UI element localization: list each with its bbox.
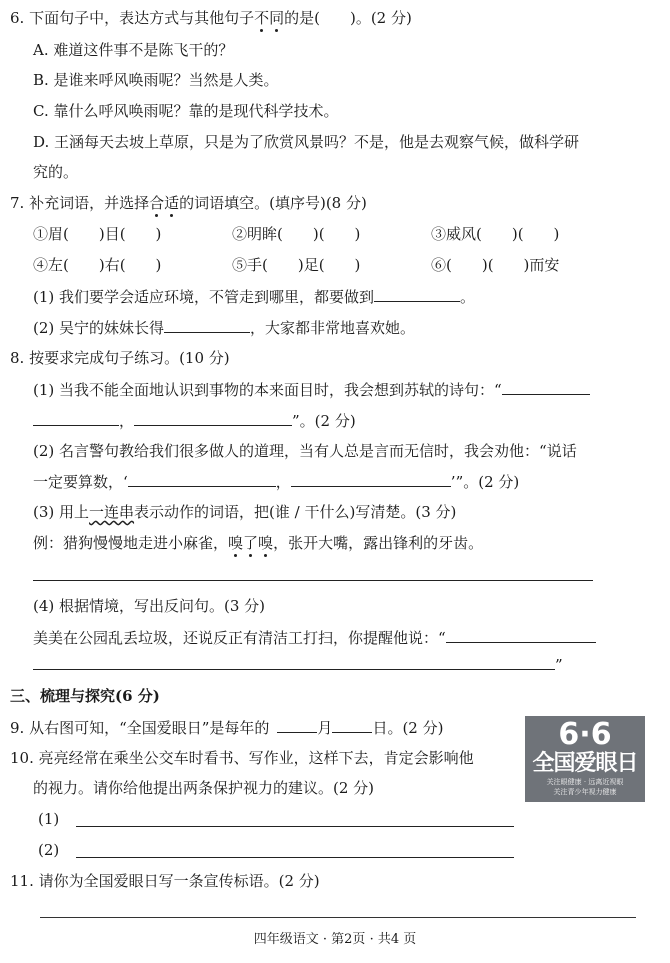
q9-month-blank[interactable] <box>277 717 317 733</box>
q8-p1-blank-c[interactable] <box>134 410 292 426</box>
q8-p4-scene-text: 美美在公园乱丢垃圾，还说反正有清洁工打扫，你提醒他说：“ <box>33 629 446 647</box>
q6-option-d: D. 王涵每天去坡上草原，只是为了欣赏风景吗？不是，他是去观察气候，做科学研 <box>33 133 580 151</box>
q6-stem-text: 6. 下面句子中，表达方式与其他句子 <box>10 9 255 27</box>
q8-p2-end: ’”。(2 分) <box>450 473 520 491</box>
q7-idiom-1: ①眉( )目( ) <box>33 225 162 243</box>
q8-p1-blank-b[interactable] <box>33 410 119 426</box>
q8-p4-line2 <box>33 654 563 675</box>
q9-end: 日。(2 分) <box>372 719 444 737</box>
q7-idiom-6: ⑥( )( )而安 <box>431 256 560 274</box>
q11: 11. 请你为全国爱眼日写一条宣传标语。(2 分) <box>10 872 320 890</box>
q7-sentence-1 <box>33 286 475 307</box>
q7-idiom-2: ②明眸( )( ) <box>232 225 361 243</box>
q7-emphasis-2: 适 <box>164 194 180 212</box>
q8-p2-line1: (2) 名言警句教给我们很多做人的道理，当有人总是言而无信时，我会劝他：“说话 <box>33 442 577 460</box>
q8-p2-blank-b[interactable] <box>291 471 451 487</box>
poster-date: 6·6 <box>558 717 612 752</box>
q8-p3-text: (3) 用上 <box>33 503 90 521</box>
q10-line2: 的视力。请你给他提出两条保护视力的建议。(2 分) <box>33 779 375 797</box>
q10-answer-2-line[interactable] <box>76 857 514 858</box>
q8-p2-sep: ， <box>275 473 291 491</box>
section-3-title: 三、梳理与探究(6 分) <box>10 687 160 705</box>
q9-month-label: 月 <box>317 719 333 737</box>
q6-option-b: B. 是谁来呼风唤雨呢？当然是人类。 <box>33 71 279 89</box>
q8-p4-end: ” <box>555 656 563 674</box>
page-footer: 四年级语文 · 第2页 · 共4 页 <box>253 932 417 947</box>
q8-p3-example <box>33 533 483 553</box>
q6-stem-end: 的是( )。(2 分) <box>284 9 412 27</box>
footer-divider <box>40 917 636 918</box>
poster-subtitle: 关注青少年视力健康 <box>553 788 617 796</box>
q8-p2-line2 <box>33 471 519 492</box>
q8-p4-scene <box>33 627 596 648</box>
q10-line1: 10. 亮亮经常在乘坐公交车时看书、写作业，这样下去，肯定会影响他 <box>10 749 474 767</box>
q6-option-c: C. 靠什么呼风唤雨呢？靠的是现代科学技术。 <box>33 102 339 120</box>
q8-p3-answer-line[interactable] <box>33 580 593 581</box>
q8-p1-end: ”。(2 分) <box>292 412 356 430</box>
q8-p4-blank-b[interactable] <box>33 654 555 670</box>
q8-p1-blank-a[interactable] <box>502 379 590 395</box>
q8-p3-wavy-word: 一连串 <box>89 503 135 521</box>
q8-p4-instruction: (4) 根据情境，写出反问句。(3 分) <box>33 597 266 615</box>
q8-p3-example-end: ，张开大嘴，露出锋利的牙齿。 <box>273 534 484 552</box>
q6-option-a: A. 难道这件事不是陈飞干的？ <box>33 41 234 59</box>
q8-p1-line2 <box>33 410 356 431</box>
q7-sentence-1-text: (1) 我们要学会适应环境，不管走到哪里，都要做到 <box>33 288 375 306</box>
q9-day-blank[interactable] <box>332 717 372 733</box>
poster-slogan: 关注眼健康 · 远离近视眼 <box>546 778 624 786</box>
q6-option-d-cont: 究的。 <box>33 163 79 181</box>
q10-answer-1-line[interactable] <box>76 826 514 827</box>
q8-p3-emphasis-1: 嗅 <box>228 534 244 552</box>
q8-p3-text-end: 表示动作的词语，把(谁 / 干什么)写清楚。(3 分) <box>134 503 457 521</box>
q7-idiom-5: ⑤手( )足( ) <box>232 256 361 274</box>
q8-p2-blank-a[interactable] <box>128 471 276 487</box>
q7-stem <box>10 193 367 213</box>
q7-stem-end: 的词语填空。(填序号)(8 分) <box>179 194 367 212</box>
q6-stem <box>10 8 412 28</box>
q8-p3-emphasis-2: 了 <box>243 534 259 552</box>
q8-p1-text: (1) 当我不能全面地认识到事物的本来面目时，我会想到苏轼的诗句：“ <box>33 381 502 399</box>
q8-p3-example-text: 例：猎狗慢慢地走进小麻雀， <box>33 534 229 552</box>
q8-p3-instruction <box>33 502 456 522</box>
q7-sentence-2 <box>33 317 415 338</box>
q7-sentence-2-end: ，大家都非常地喜欢她。 <box>250 319 416 337</box>
q10-answer-2-label: (2) <box>38 841 60 859</box>
q6-emphasis-2: 同 <box>269 9 285 27</box>
q8-p4-blank-a[interactable] <box>446 627 596 643</box>
q7-emphasis-1: 合 <box>149 194 165 212</box>
q9 <box>10 717 443 738</box>
q7-sentence-2-text: (2) 吴宁的妹妹长得 <box>33 319 165 337</box>
q8-p3-emphasis-3: 嗅 <box>258 534 274 552</box>
q7-idiom-3: ③威风( )( ) <box>431 225 560 243</box>
q6-emphasis-1: 不 <box>254 9 270 27</box>
eye-day-poster <box>525 716 645 802</box>
q7-blank-2[interactable] <box>164 317 250 333</box>
q9-text: 9. 从右图可知，“全国爱眼日”是每年的 <box>10 719 270 737</box>
poster-title: 全国爱眼日 <box>532 751 638 776</box>
q8-p1-sep: ， <box>119 412 135 430</box>
q7-idiom-4: ④左( )右( ) <box>33 256 162 274</box>
q8-p2-text: 一定要算数，‘ <box>33 473 128 491</box>
q7-blank-1[interactable] <box>374 286 460 302</box>
q7-sentence-1-end: 。 <box>460 288 476 306</box>
q7-stem-text: 7. 补充词语，并选择 <box>10 194 150 212</box>
q8-p1-line1 <box>33 379 590 400</box>
q10-answer-1-label: (1) <box>38 810 60 828</box>
q8-title: 8. 按要求完成句子练习。(10 分) <box>10 349 230 367</box>
